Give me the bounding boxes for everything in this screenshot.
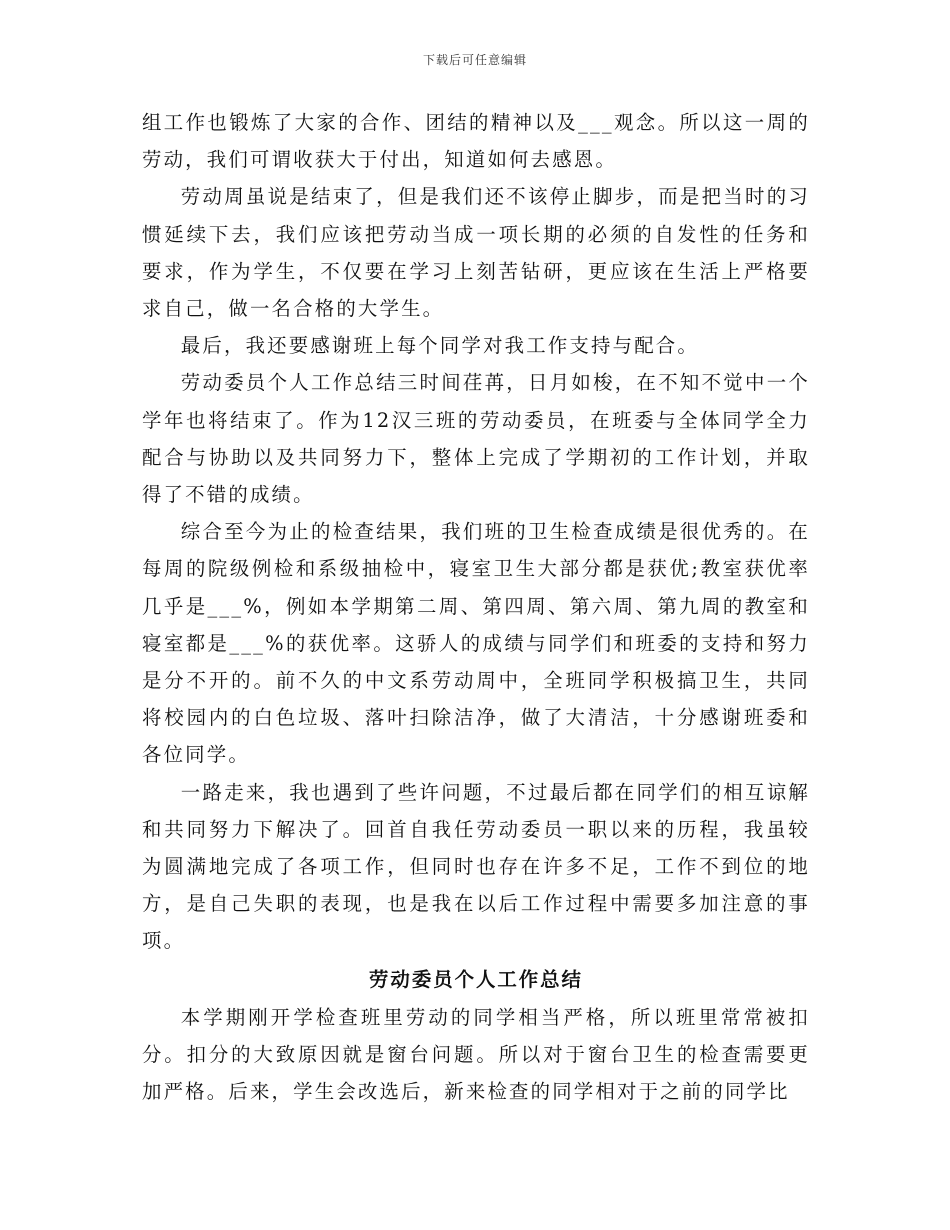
section-heading: 劳动委员个人工作总结 <box>369 967 583 991</box>
paragraph: 劳动委员个人工作总结三时间荏苒，日月如梭，在不知不觉中一个学年也将结束了。作为12汉三班的劳动委员，在班委与全体同学全力配合与协助以及共同努力下，整体上完成了学期初的工作计划，并取得了不错的成绩。 <box>142 371 810 507</box>
paragraph-continuation: 组工作也锻炼了大家的合作、团结的精神以及___观念。所以这一周的劳动，我们可谓收获大于付出，知道如何去感恩。 <box>142 111 810 172</box>
paragraph: 本学期刚开学检查班里劳动的同学相当严格，所以班里常常被扣分。扣分的大致原因就是窗台问题。所以对于窗台卫生的检查需要更加严格。后来，学生会改选后，新来检查的同学相对于之前的同学比 <box>142 1005 810 1104</box>
paragraph: 综合至今为止的检查结果，我们班的卫生检查成绩是很优秀的。在每周的院级例检和系级抽检中，寝室卫生大部分都是获优;教室获优率几乎是___%，例如本学期第二周、第四周、第六周、第九周的教室和寝室都是___%的获优率。这骄人的成绩与同学们和班委的支持和努力是分不开的。前不久的中文系劳动周中，全班同学积极搞卫生，共同将校园内的白色垃圾、落叶扫除洁净，做了大清洁，十分感谢班委和各位同学。 <box>142 520 810 767</box>
document-body <box>142 104 810 1110</box>
paragraph: 最后，我还要感谢班上每个同学对我工作支持与配合。 <box>180 334 699 358</box>
page-header-note: 下载后可任意编辑 <box>422 53 527 67</box>
paragraph: 一路走来，我也遇到了些许问题，不过最后都在同学们的相互谅解和共同努力下解决了。回首自我任劳动委员一职以来的历程，我虽较为圆满地完成了各项工作，但同时也存在许多不足，工作不到位的地方，是自己失职的表现，也是我在以后工作过程中需要多加注意的事项。 <box>142 780 810 953</box>
paragraph: 劳动周虽说是结束了，但是我们还不该停止脚步，而是把当时的习惯延续下去，我们应该把劳动当成一项长期的必须的自发性的任务和要求，作为学生，不仅要在学习上刻苦钻研，更应该在生活上严格要求自己，做一名合格的大学生。 <box>142 185 810 321</box>
